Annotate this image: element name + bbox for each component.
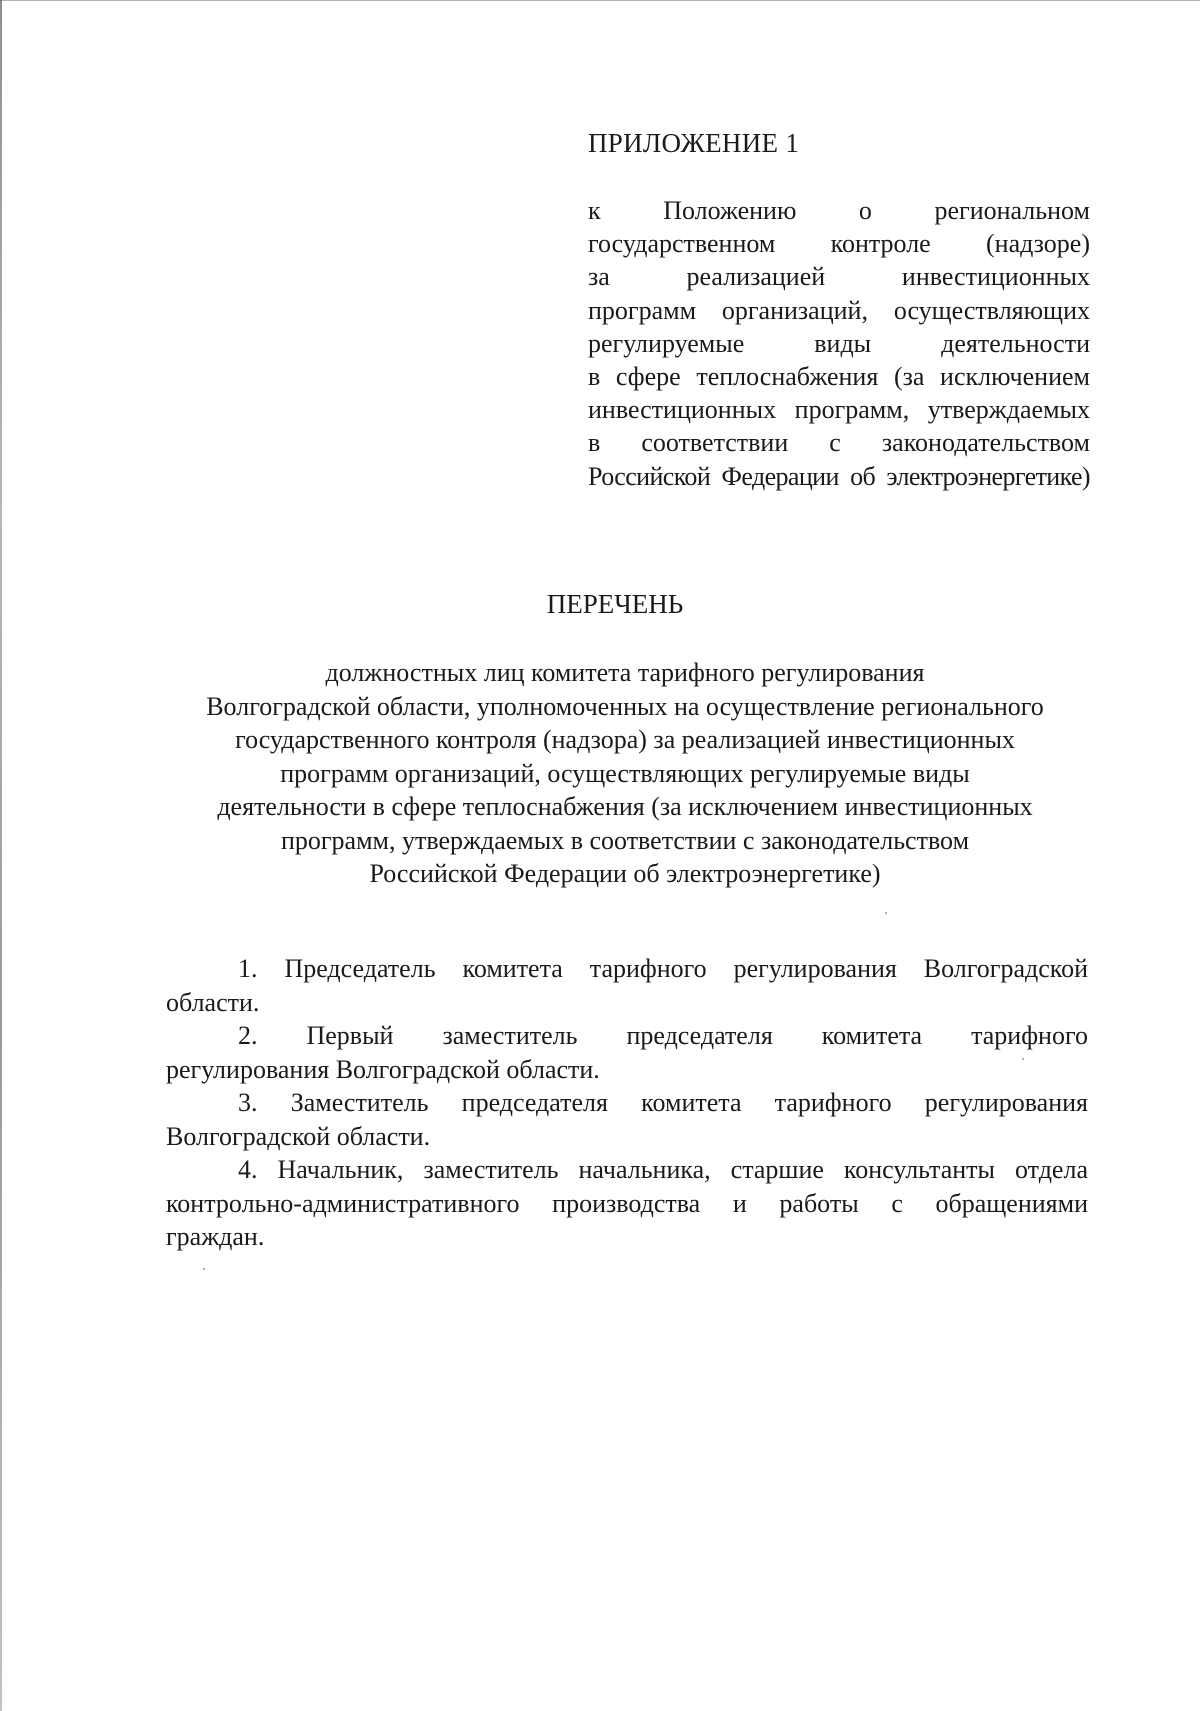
list-item-line: Волгоградской области. xyxy=(166,1121,431,1151)
list-item xyxy=(166,1019,1088,1086)
list-item-line: граждан. xyxy=(166,1222,265,1251)
appendix-title: ПРИЛОЖЕНИЕ 1 xyxy=(588,128,800,158)
subtitle-line: должностных лиц комитета тарифного регулирования xyxy=(325,658,925,687)
list-item-line: 2. Первый заместитель председателя комитета тарифного xyxy=(238,1021,1088,1050)
list-item-line: контрольно-административного производства и работы с обращениями xyxy=(166,1188,1088,1218)
scan-edge-top xyxy=(0,0,1200,1)
list-item-line: 1. Председатель комитета тарифного регулирования Волгоградской xyxy=(238,954,1088,983)
list-item xyxy=(166,952,1088,1019)
appendix-line: регулируемые виды деятельности xyxy=(588,328,1090,358)
subtitle-line: программ организаций, осуществляющих регулируемые виды xyxy=(280,758,970,788)
list-item-line: регулирования Волгоградской области. xyxy=(166,1054,600,1084)
subtitle-line: деятельности в сфере теплоснабжения (за исключением инвестиционных xyxy=(217,792,1033,821)
scan-speck xyxy=(885,912,887,914)
list-title: ПЕРЕЧЕНЬ xyxy=(546,589,684,619)
appendix-line: программ организаций, осуществляющих xyxy=(588,295,1090,325)
appendix-line: к Положению о региональном xyxy=(588,196,1090,225)
appendix-line: Российской Федерации об электроэнергетике) xyxy=(588,461,1090,491)
subtitle-line: программ, утверждаемых в соответствии с законодательством xyxy=(280,825,970,855)
list-item-line: 4. Начальник, заместитель начальника, старшие консультанты отдела xyxy=(238,1155,1088,1184)
appendix-line: за реализацией инвестиционных xyxy=(588,262,1090,292)
scan-edge-left xyxy=(0,0,2,1711)
list-item-line: 3. Заместитель председателя комитета тарифного регулирования xyxy=(238,1088,1088,1117)
subtitle-line: государственного контроля (надзора) за реализацией инвестиционных xyxy=(235,725,1015,754)
list-item-line: области. xyxy=(166,987,260,1017)
scan-speck xyxy=(1022,1058,1024,1060)
subtitle-line: Российской Федерации об электроэнергетике) xyxy=(369,859,881,888)
appendix-line: в сфере теплоснабжения (за исключением xyxy=(588,362,1090,392)
list-subtitle xyxy=(160,656,1090,891)
subtitle-line: Волгоградской области, уполномоченных на осуществление регионального xyxy=(206,691,1044,721)
list-item xyxy=(166,1086,1088,1153)
appendix-line: в соответствии с законодательством xyxy=(588,428,1090,458)
scan-speck xyxy=(203,1268,205,1270)
list-item xyxy=(166,1153,1088,1254)
positions-list xyxy=(166,952,1088,1254)
appendix-line: инвестиционных программ, утверждаемых xyxy=(588,395,1090,425)
appendix-reference xyxy=(588,194,1090,493)
appendix-line: государственном контроле (надзоре) xyxy=(588,229,1090,259)
